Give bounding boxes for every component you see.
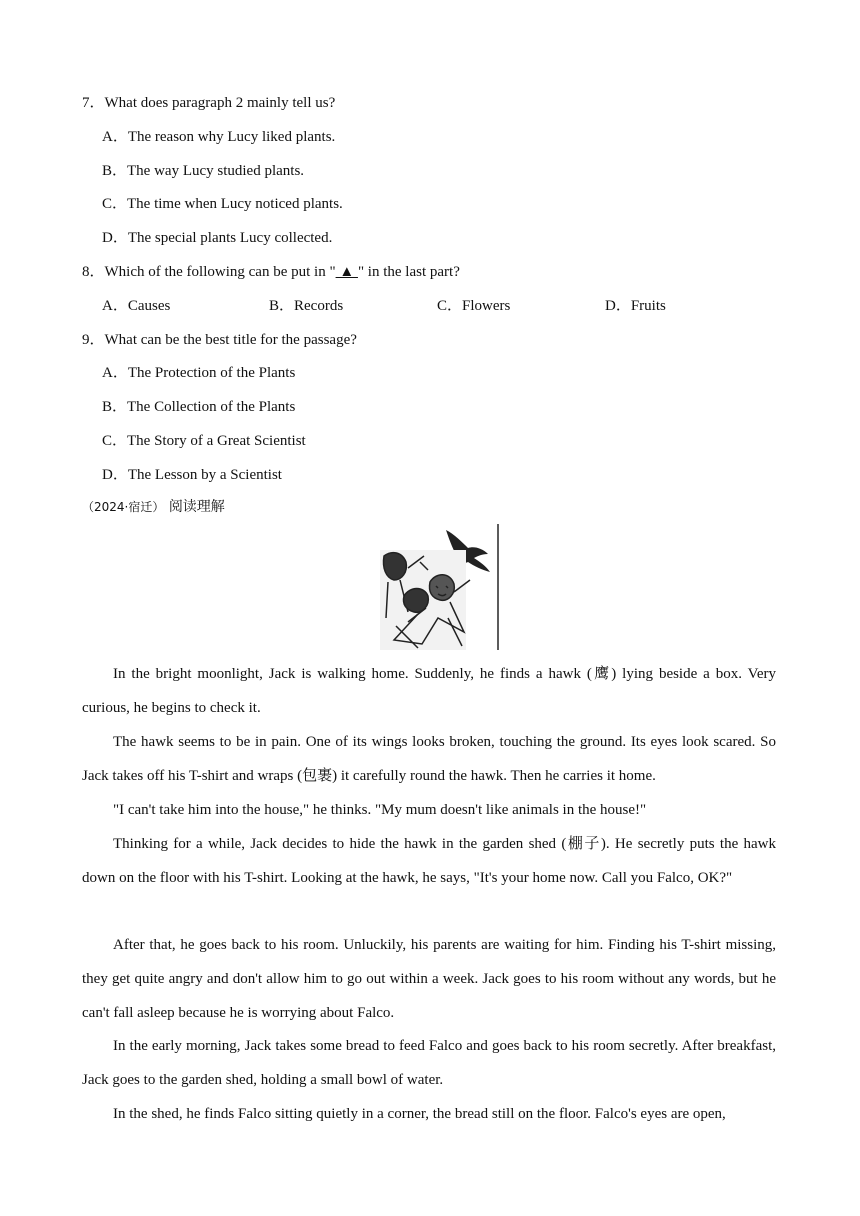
passage-paragraph-4: Thinking for a while, Jack decides to hide the hawk in the garden shed (棚子). He secretly puts the hawk down on the floor with his T-shirt. Looking at the hawk, he says, "It's your home now. Call you Falco, OK?" xyxy=(82,836,776,886)
question-8-stem-after: " in the last part? xyxy=(357,264,460,280)
question-7-option-c[interactable]: C．The time when Lucy noticed plants. xyxy=(102,196,343,212)
question-8-blank: ▲ xyxy=(335,264,358,280)
section-year-tag: （2024·宿迁） xyxy=(82,500,165,514)
question-7-option-a[interactable]: A．The reason why Lucy liked plants. xyxy=(102,129,336,145)
question-7-stem: 7．What does paragraph 2 mainly tell us? xyxy=(82,95,336,111)
question-8-option-d[interactable]: D．Fruits xyxy=(605,298,666,314)
passage-paragraph-3: "I can't take him into the house," he thinks. "My mum doesn't like animals in the house!" xyxy=(113,802,647,818)
children-icon xyxy=(380,550,470,650)
question-9-option-b[interactable]: B．The Collection of the Plants xyxy=(102,399,296,415)
passage-paragraph-7: In the shed, he finds Falco sitting quietly in a corner, the bread still on the floor. Falco's eyes are open, xyxy=(113,1106,726,1122)
question-9-stem: 9．What can be the best title for the passage? xyxy=(82,332,357,348)
question-7-option-d[interactable]: D．The special plants Lucy collected. xyxy=(102,230,333,246)
question-7-option-b[interactable]: B．The way Lucy studied plants. xyxy=(102,163,305,179)
passage-paragraph-6: In the early morning, Jack takes some bread to feed Falco and goes back to his room secretly. After breakfast, Jack goes to the garden shed, holding a small bowl of water. xyxy=(82,1038,776,1088)
question-8-option-a[interactable]: A．Causes xyxy=(102,298,171,314)
question-9-option-d[interactable]: D．The Lesson by a Scientist xyxy=(102,467,282,483)
passage-paragraph-5: After that, he goes back to his room. Unluckily, his parents are waiting for him. Finding his T-shirt missing, they get quite angry and don't allow him to go out within a week. Jack goes to his room without any words, but he can't fall asleep because he is worrying about Falco. xyxy=(82,937,776,1021)
question-8-stem xyxy=(82,260,460,281)
question-8-stem-before: 8．Which of the following can be put in " xyxy=(82,264,336,280)
question-9-option-c[interactable]: C．The Story of a Great Scientist xyxy=(102,433,306,449)
section-header xyxy=(82,496,225,516)
passage-paragraph-1: In the bright moonlight, Jack is walking home. Suddenly, he finds a hawk (鹰) lying beside a box. Very curious, he begins to check it. xyxy=(82,666,776,716)
question-8-option-b[interactable]: B．Records xyxy=(269,298,344,314)
question-8-option-c[interactable]: C．Flowers xyxy=(437,298,511,314)
passage-paragraph-2: The hawk seems to be in pain. One of its wings looks broken, touching the ground. Its eyes look scared. So Jack takes off his T-shirt and wraps (包裹) it carefully round the hawk. Then he carries it home. xyxy=(82,734,776,784)
hawk-and-children-illustration xyxy=(378,522,502,652)
section-title: 阅读理解 xyxy=(168,499,225,515)
question-9-option-a[interactable]: A．The Protection of the Plants xyxy=(102,365,296,381)
